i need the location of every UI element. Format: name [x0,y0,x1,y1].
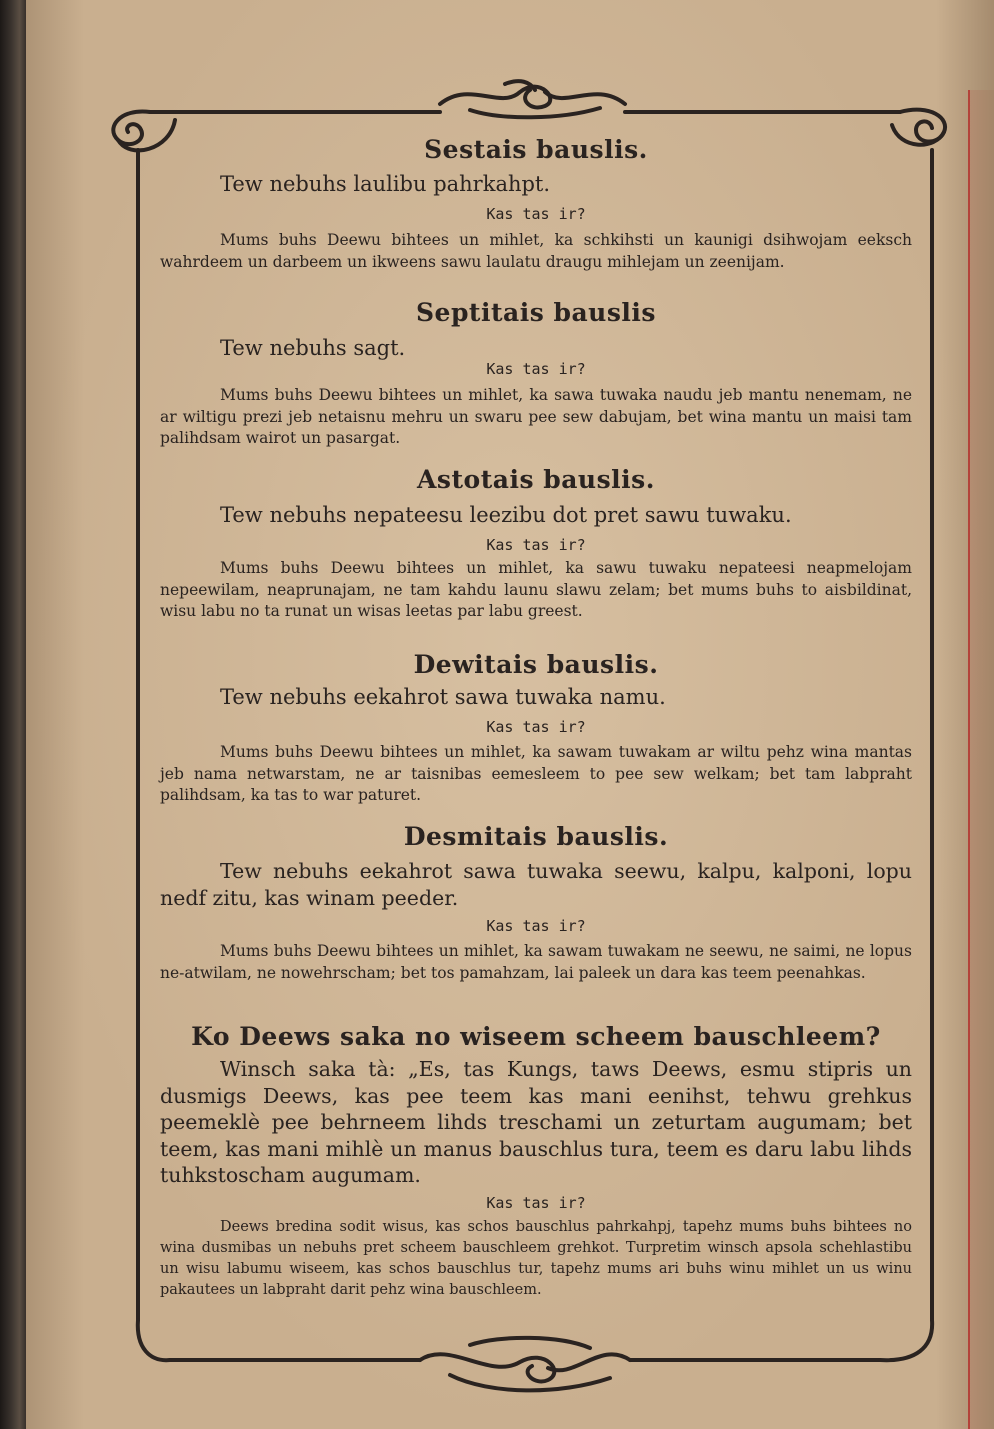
commandment-text: Tew nebuhs eekahrot sawa tuwaka seewu, kalpu, kalponi, lopu nedf zitu, kas winam peeder. [160,859,912,910]
answer-text: Mums buhs Deewu bihtees un mihlet, ka sawam tuwakam ar wiltu pehz wina mantas jeb nama netwarstam, ne ar taisnibas eemesleem to pee sew welkam; bet tam labpraht palihdsam, ka tas to war paturet. [160,743,912,804]
top-flourish-icon [440,81,625,117]
answer-text: Mums buhs Deewu bihtees un mihlet, ka sawu tuwaku nepateesi neapmelojam nepeewilam, neaprunajam, ne tam kahdu launu slawu zelam; bet mums buhs to aisbildinat, wisu labu no ta runat un wisas leetas par labu greest. [160,559,912,620]
answer-text: Mums buhs Deewu bihtees un mihlet, ka schkihsti un kaunigi dsihwojam eeksch wahrdeem un darbeem un ikweens sawu laulatu draugu mihlejam un zeenijam. [160,231,912,271]
question-text: Kas tas ir? [486,917,586,935]
answer-text: Mums buhs Deewu bihtees un mihlet, ka sawa tuwaka naudu jeb mantu nenemam, ne ar wiltigu prezi jeb netaisnu mehru un swaru pee sew dabujam, bet wina mantu un maisi tam palihdsam wairot un pasargat. [160,386,912,447]
commandment-text: Tew nebuhs nepateesu leezibu dot pret sawu tuwaku. [220,503,792,527]
bottom-flourish-icon [420,1338,630,1391]
commandment-text: Tew nebuhs eekahrot sawa tuwaka namu. [220,685,666,709]
question-text: Kas tas ir? [486,205,586,223]
closing-paragraph: Winsch saka tà: „Es, tas Kungs, taws Deews, esmu stipris un dusmigs Deews, kas pee teem kas mani eenihst, tehwu grehkus peemeklè pee behrneem lihds treschami un zeturtam augumam; bet teem, kas mani mihlè un manus bauschlus tura, teem es daru labu lihds tuhkstoscham augumam. [160,1057,912,1187]
question-text: Kas tas ir? [486,718,586,736]
question-text: Kas tas ir? [486,360,586,378]
answer-text: Deews bredina sodit wisus, kas schos bauschlus pahrkahpj, tapehz mums buhs bihtees no wina dusmibas un nebuhs pret scheem bauschleem grehkot. Turpretim winsch apsola schehlastibu un wisu labumu wiseem, kas schos bauschlus tur, tapehz mums ari buhs winu mihlet un us winu pakautees un labpraht darit pehz wina bauschleem. [160,1219,912,1298]
question-text: Kas tas ir? [486,1194,586,1212]
commandment-text: Tew nebuhs laulibu pahrkahpt. [220,172,551,196]
section-heading: Septitais bauslis [415,298,656,327]
section-heading: Astotais bauslis. [417,465,655,494]
section-heading: Desmitais bauslis. [403,822,669,851]
section-heading: Dewitais bauslis. [413,650,659,679]
commandment-text: Tew nebuhs sagt. [220,336,406,360]
answer-text: Mums buhs Deewu bihtees un mihlet, ka sawam tuwakam ne seewu, ne saimi, ne lopus ne-atwilam, ne nowehrscham; bet tos pamahzam, lai paleek un dara kas teem peenahkas. [160,942,912,982]
section-heading: Sestais bauslis. [424,135,648,164]
closing-heading: Ko Deews saka no wiseem scheem bauschleem? [191,1022,881,1051]
question-text: Kas tas ir? [486,536,586,554]
